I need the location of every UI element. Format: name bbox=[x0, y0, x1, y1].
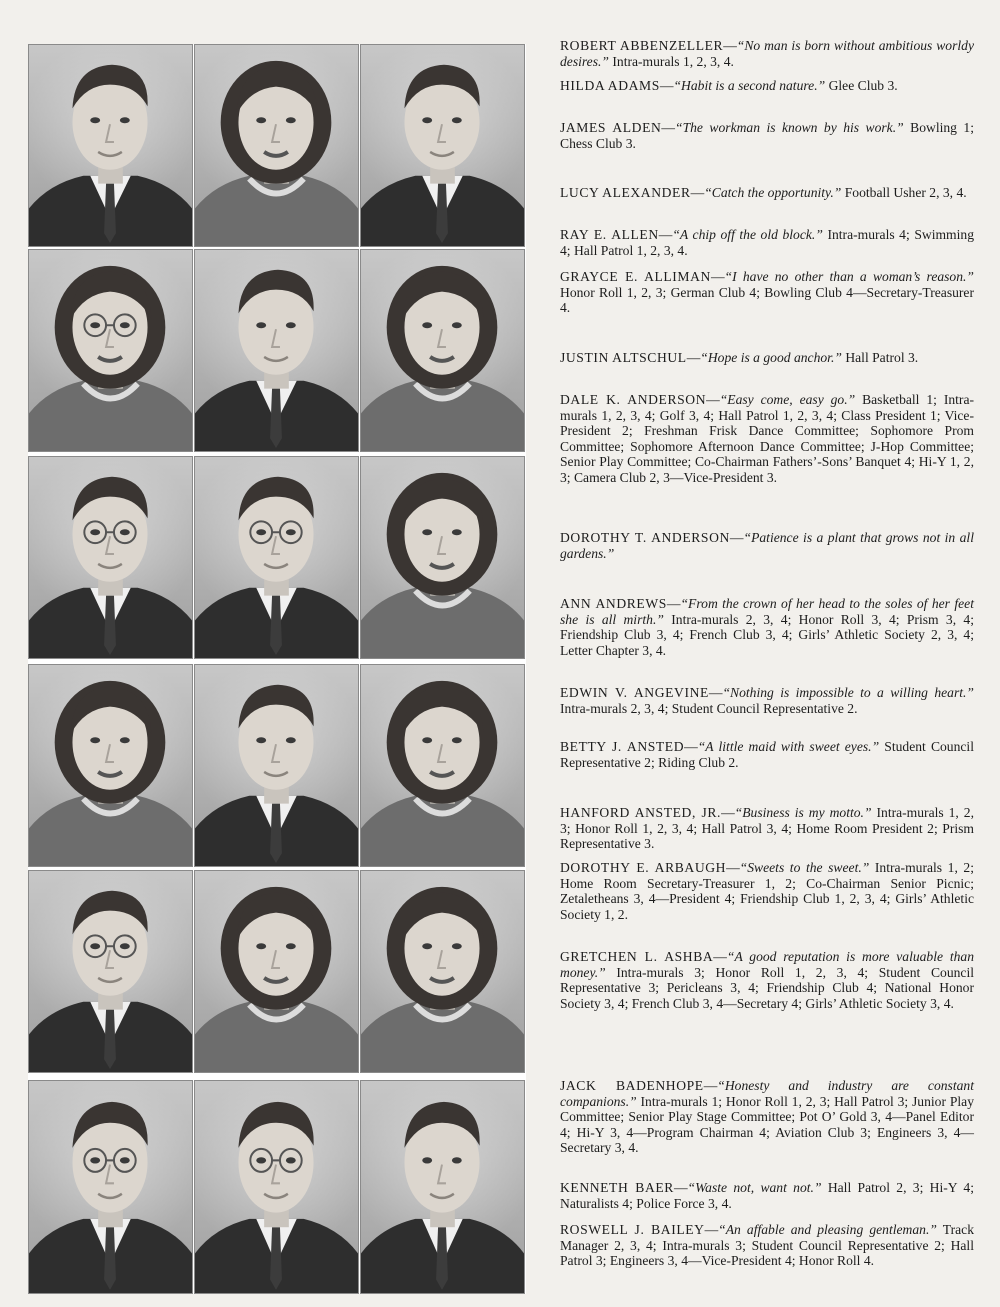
entry-quote: “Honesty and industry are constant companions.” bbox=[560, 1078, 974, 1109]
entry-name: LUCY ALEXANDER bbox=[560, 185, 691, 200]
entry-activities: Intra-murals 2, 3, 4; Student Council Representative 2. bbox=[560, 700, 858, 716]
entry-quote: “From the crown of her head to the soles of her feet she is all mirth.” bbox=[560, 596, 974, 627]
entry-name: ROBERT ABBENZELLER bbox=[560, 38, 724, 53]
portrait-photo bbox=[360, 44, 525, 247]
entry bbox=[560, 38, 974, 69]
entry-name: KENNETH BAER bbox=[560, 1180, 674, 1195]
entry-activities: Intra-murals 1, 2, 3; Honor Roll 1, 2, 3, 4; Hall Patrol 3, 4; Home Room President 2; Prism Representative 3. bbox=[560, 805, 974, 852]
entry-quote: “A good reputation is more valuable than money.” bbox=[560, 949, 974, 980]
entry bbox=[560, 530, 974, 561]
entry-activities: Glee Club 3. bbox=[825, 78, 898, 93]
entry-dash: — bbox=[659, 78, 674, 93]
entry bbox=[560, 392, 974, 486]
entry-name: RAY E. ALLEN bbox=[560, 227, 659, 242]
portrait-photo bbox=[360, 1080, 525, 1294]
entry-activities: Hall Patrol 3. bbox=[841, 350, 919, 365]
entry-dash: — bbox=[723, 38, 737, 53]
entry-name: DOROTHY T. ANDERSON bbox=[560, 530, 730, 545]
entry-activities: Football Usher 2, 3, 4. bbox=[841, 185, 967, 200]
entry-dash: — bbox=[704, 1222, 719, 1237]
entry bbox=[560, 350, 974, 366]
entry-dash: — bbox=[706, 392, 720, 407]
entry bbox=[560, 120, 974, 151]
entry-dash: — bbox=[686, 350, 701, 365]
entry-quote: “I have no other than a woman’s reason.” bbox=[724, 269, 974, 284]
portrait-photo bbox=[28, 44, 193, 247]
portrait-photo bbox=[28, 1080, 193, 1294]
entry-quote: “The workman is known by his work.” bbox=[675, 120, 904, 135]
entry bbox=[560, 185, 974, 201]
portrait-photo bbox=[28, 870, 193, 1073]
entry-name: JACK BADENHOPE bbox=[560, 1078, 704, 1093]
entry-quote: “Catch the opportunity.” bbox=[704, 185, 842, 200]
portrait-photo bbox=[360, 664, 525, 867]
entry-activities: Honor Roll 1, 2, 3; German Club 4; Bowling Club 4—Secretary-Treasurer 4. bbox=[560, 284, 974, 316]
entry-name: GRETCHEN L. ASHBA bbox=[560, 949, 714, 964]
entry-name: JUSTIN ALTSCHUL bbox=[560, 350, 687, 365]
portrait-photo bbox=[194, 249, 359, 452]
entry-dash: — bbox=[661, 120, 676, 135]
entry-activities: Intra-murals 1, 2; Home Room Secretary-Treasurer 1, 2; Co-Chairman Senior Picnic; Zetaletheans 3, 4—President 4; Friendship Club 1, 2, 3, 4; Girls’ Athletic Society 1, 2. bbox=[560, 860, 974, 922]
entry-activities: Intra-murals 4; Swimming 4; Hall Patrol 1, 2, 3, 4. bbox=[560, 227, 974, 258]
entry-quote: “No man is born without ambitious worldy desires.” bbox=[560, 38, 974, 69]
entry-dash: — bbox=[708, 685, 723, 700]
entry-quote: “Nothing is impossible to a willing heart.” bbox=[722, 685, 974, 700]
entry bbox=[560, 78, 974, 94]
portrait-grid bbox=[28, 44, 526, 1294]
entry-quote: “Business is my motto.” bbox=[734, 805, 872, 820]
entry-quote: “Easy come, easy go.” bbox=[719, 392, 856, 407]
entry-dash: — bbox=[666, 596, 681, 611]
portrait-photo bbox=[360, 870, 525, 1073]
entry-dash: — bbox=[673, 1180, 688, 1195]
entry bbox=[560, 805, 974, 852]
portrait-photo bbox=[194, 664, 359, 867]
portrait-photo bbox=[360, 456, 525, 659]
entry-activities: Hall Patrol 2, 3; Hi-Y 4; Naturalists 4; Police Force 3, 4. bbox=[560, 1180, 974, 1211]
entry-name: JAMES ALDEN bbox=[560, 120, 662, 135]
entry bbox=[560, 269, 974, 316]
entry-dash: — bbox=[710, 269, 725, 284]
entry-name: HILDA ADAMS bbox=[560, 78, 660, 93]
entry-quote: “Habit is a second nature.” bbox=[673, 78, 826, 93]
entry-activities: Bowling 1; Chess Club 3. bbox=[560, 120, 974, 151]
entry-name: HANFORD ANSTED, JR. bbox=[560, 805, 722, 820]
portrait-photo bbox=[28, 664, 193, 867]
entry-activities: Intra-murals 1; Honor Roll 1, 2, 3; Hall Patrol 3; Junior Play Committee; Senior Play Stage Committee; Pot O’ Gold 3, 4—Panel Editor 4; Hi-Y 3, 4—Program Chairman 4; Aviation Club 3; Engineers 3, 4—Secretary 3, 4. bbox=[560, 1093, 974, 1156]
entry-activities: Student Council Representative 2; Riding Club 2. bbox=[560, 739, 974, 770]
portrait-photo bbox=[194, 456, 359, 659]
entry-dash: — bbox=[713, 949, 727, 964]
entry-activities: Intra-murals 3; Honor Roll 1, 2, 3, 4; Student Council Representative 3; Pericleans 3, 4; Friendship Club 4; National Honor Society 3, 4; French Club 3, 4—Secretary 4; Girls’ Athletic Society 3, 4. bbox=[560, 964, 974, 1011]
entry-quote: “A chip off the old block.” bbox=[672, 227, 823, 242]
entry-name: GRAYCE E. ALLIMAN bbox=[560, 269, 711, 284]
entry-name: DOROTHY E. ARBAUGH bbox=[560, 860, 727, 875]
entry-quote: “Sweets to the sweet.” bbox=[739, 860, 870, 875]
entry-activities: Intra-murals 1, 2, 3, 4. bbox=[608, 53, 734, 69]
entry-dash: — bbox=[658, 227, 673, 242]
portrait-photo bbox=[194, 1080, 359, 1294]
entry bbox=[560, 1180, 974, 1211]
entry-name: DALE K. ANDERSON bbox=[560, 392, 707, 407]
entry bbox=[560, 739, 974, 770]
entry-dash: — bbox=[703, 1078, 718, 1093]
portrait-photo bbox=[194, 44, 359, 247]
entry-dash: — bbox=[684, 739, 698, 754]
entry-activities: Basketball 1; Intra-murals 1, 2, 3, 4; Golf 3, 4; Hall Patrol 1, 2, 3, 4; Class President 1; Vice-President 2; Freshman Frisk Dance Committee; Sophomore Prom Committee; Sophomore Afternoon Dance Committee; J-Hop Committee; Senior Play Committee; Co-Chairman Fathers’-Sons’ Banquet 4; Hi-Y 1, 2, 3; Camera Club 2, 3—Vice-President 3. bbox=[560, 392, 975, 485]
entry bbox=[560, 949, 974, 1011]
entry-activities: Intra-murals 2, 3, 4; Honor Roll 3, 4; Prism 3, 4; Friendship Club 3, 4; French Club 3, 4; Girls’ Athletic Society 2, 3, 4; Letter Chapter 3, 4. bbox=[560, 611, 975, 658]
portrait-photo bbox=[194, 870, 359, 1073]
entry-activities: Track Manager 2, 3, 4; Intra-murals 3; Student Council Representative 2; Hall Patrol 3; Engineers 3, 4—Vice-President 4; Honor Roll 4. bbox=[560, 1222, 974, 1269]
portrait-photo bbox=[360, 249, 525, 452]
entry-quote: “Waste not, want not.” bbox=[687, 1180, 822, 1195]
entry-name: ROSWELL J. BAILEY bbox=[560, 1222, 705, 1237]
portrait-photo bbox=[28, 456, 193, 659]
entry-quote: “Hope is a good anchor.” bbox=[700, 350, 842, 365]
entry-dash: — bbox=[721, 805, 735, 820]
portrait-photo bbox=[28, 249, 193, 452]
entry bbox=[560, 1078, 974, 1156]
entry bbox=[560, 227, 974, 258]
entry-name: EDWIN V. ANGEVINE bbox=[560, 685, 709, 700]
entry-dash: — bbox=[729, 530, 744, 545]
entry bbox=[560, 860, 974, 922]
entry-name: ANN ANDREWS bbox=[560, 596, 667, 611]
entry bbox=[560, 1222, 974, 1269]
entry-dash: — bbox=[690, 185, 705, 200]
entry-quote: “A little maid with sweet eyes.” bbox=[697, 739, 880, 754]
entry-quote: “An affable and pleasing gentleman.” bbox=[718, 1222, 937, 1237]
entry-dash: — bbox=[726, 860, 740, 875]
entry bbox=[560, 685, 974, 716]
entry-quote: “Patience is a plant that grows not in all gardens.” bbox=[560, 530, 974, 561]
entry-name: BETTY J. ANSTED bbox=[560, 739, 685, 754]
entry bbox=[560, 596, 974, 658]
